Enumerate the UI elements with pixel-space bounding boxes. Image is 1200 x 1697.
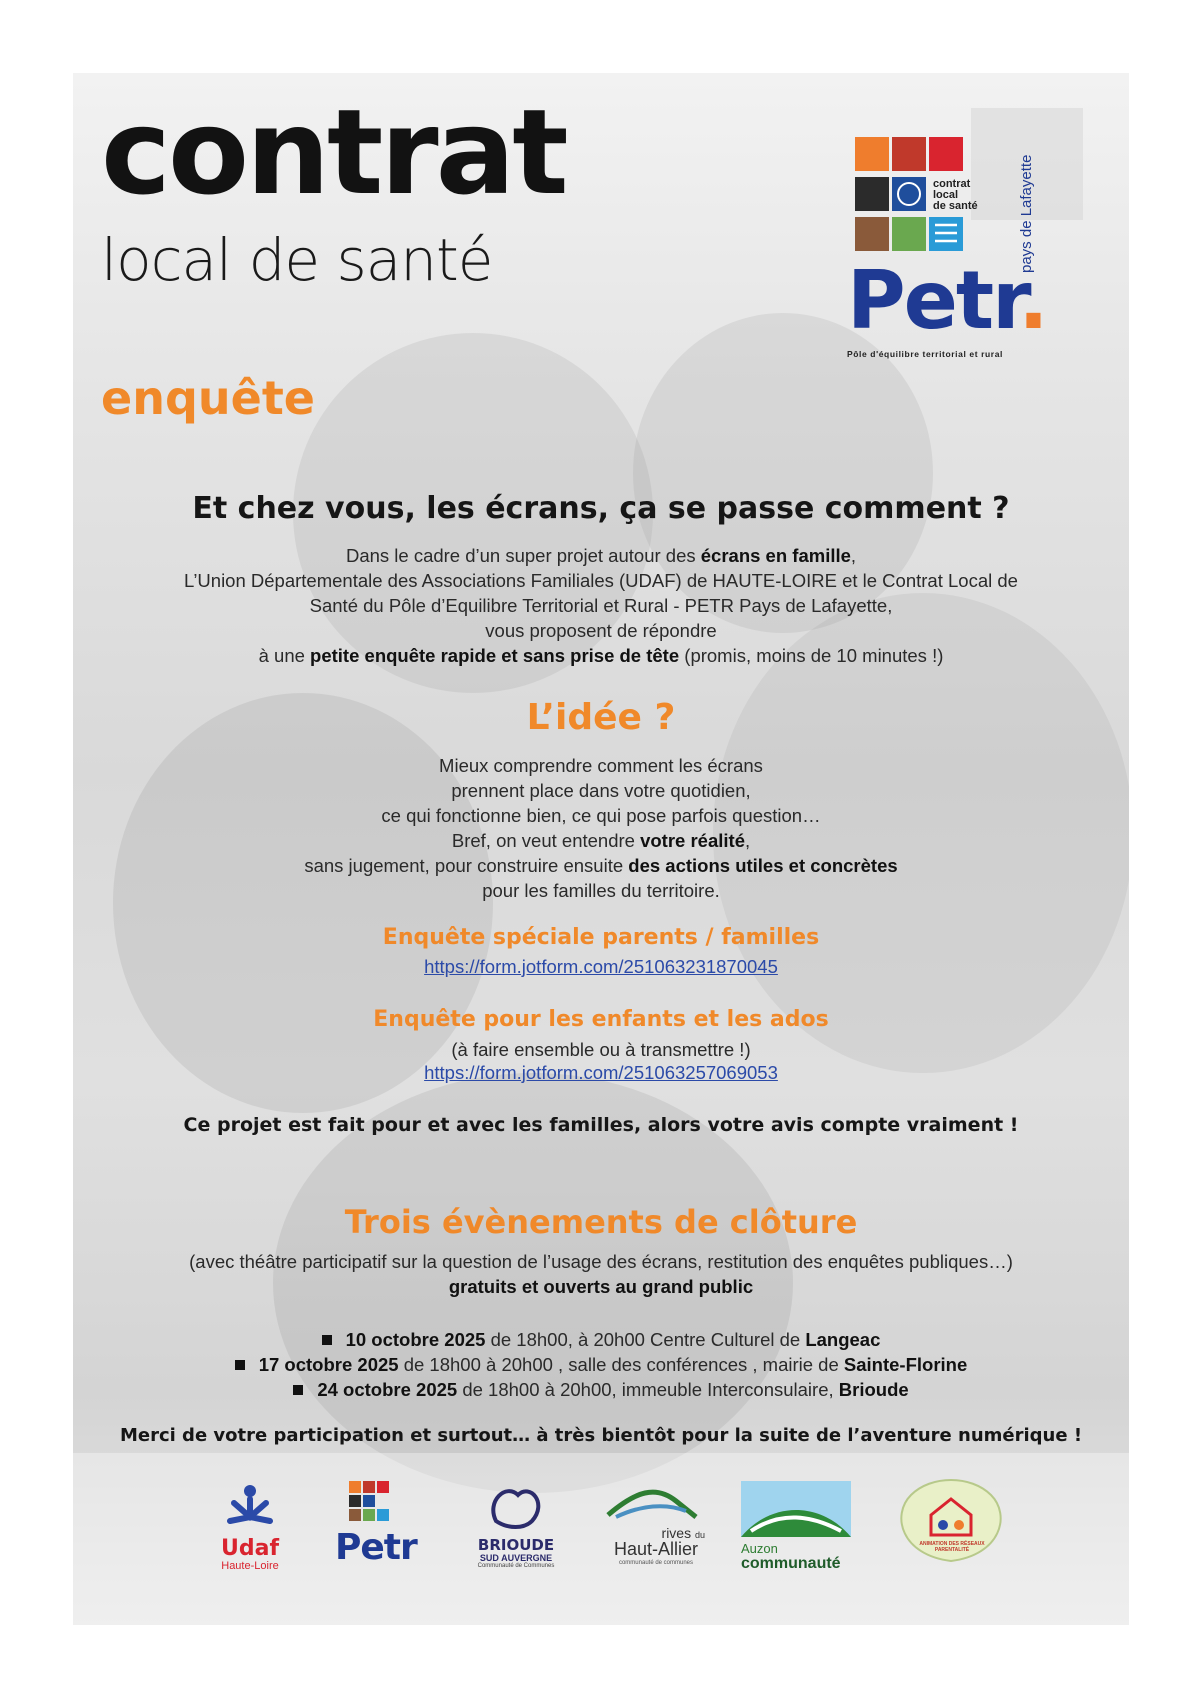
intro-bold: petite enquête rapide et sans prise de tête [310,645,680,666]
idea-line: Mieux comprendre comment les écrans [439,755,763,776]
auzon-logo [741,1481,861,1573]
intro-line [73,543,1129,568]
petr-brand-text: Petr [847,254,1019,347]
bullet-square-icon [293,1385,303,1395]
brioude-name: BRIOUDE [477,1536,555,1554]
petr-small-icon [331,1481,391,1525]
thanks-line: Merci de votre participation et surtout… à très bientôt pour la suite de l’aventure numérique ! [119,1425,1083,1446]
rives-name: Haut-Allier [613,1539,699,1559]
idea-line [73,828,1129,853]
events-note-bold-row [73,1274,1129,1299]
idea-line: prennent place dans votre quotidien, [451,780,751,801]
bullet-square-icon [322,1335,332,1345]
logo-line: contrat [933,178,971,190]
event-date: 24 octobre 2025 [317,1379,458,1400]
event-item [73,1327,1129,1352]
idea-line: pour les familles du territoire. [482,880,720,901]
survey-parents-link-row [73,956,1129,978]
idea-line [73,853,1129,878]
enquete-tag: enquête [101,371,316,425]
idea-bold: votre réalité [640,830,745,851]
event-place: Sainte-Florine [843,1354,968,1375]
intro-line: Santé du Pôle d’Equilibre Territorial et Rural - PETR Pays de Lafayette, [309,595,893,616]
intro-text: à une [258,645,311,666]
auzon-name: communauté [741,1555,841,1572]
survey-kids-note: (à faire ensemble ou à transmettre !) [451,1039,751,1060]
event-date: 17 octobre 2025 [258,1354,399,1375]
intro-line: L’Union Départementale des Associations Familiales (UDAF) de HAUTE-LOIRE et le Contrat Local de [184,570,1018,591]
udaf-icon [220,1481,280,1533]
petr-logo [843,103,1103,373]
brioude-caption: Communauté de Communes [477,1563,555,1569]
event-item [73,1377,1129,1402]
bullet-square-icon [235,1360,245,1370]
event-place: Brioude [838,1379,909,1400]
poster-subtitle: local de santé [101,226,493,294]
rives-top: rives [661,1525,692,1541]
idea-text: Bref, on veut entendre [451,830,641,851]
survey-kids-heading: Enquête pour les enfants et les ados [373,1007,829,1032]
petr-small-name: Petr [335,1527,417,1568]
petr-logo-small-text [933,179,978,212]
rives-icon [606,1481,706,1521]
main-question: Et chez vous, les écrans, ça se passe comment ? [192,491,1010,526]
idea-line: ce qui fonctionne bien, ce qui pose parfois question… [381,805,821,826]
event-item [73,1352,1129,1377]
events-list [73,1327,1129,1402]
survey-parents-link[interactable]: https://form.jotform.com/251063231870045 [424,956,778,977]
intro-line [73,643,1129,668]
survey-kids-link[interactable]: https://form.jotform.com/251063257069053 [424,1062,778,1083]
intro-text: (promis, moins de 10 minutes !) [679,645,944,666]
reseau-logo [891,1475,1011,1570]
event-detail: de 18h00 à 20h00, immeuble Interconsulaire, [457,1379,839,1400]
brioude-sub: SUD AUVERGNE [479,1553,553,1563]
petr-brand [847,254,1047,347]
intro-text: , [850,545,857,566]
events-note: (avec théâtre participatif sur la question de l’usage des écrans, restitution des enquêtes publiques…) [189,1251,1013,1272]
partner-logos [73,1481,1129,1621]
logo-line: local [933,189,959,201]
vertical-text-box [1018,133,1038,273]
event-detail: de 18h00, à 20h00 Centre Culturel de [485,1329,806,1350]
event-detail: de 18h00 à 20h00 , salle des conférences , mairie de [398,1354,844,1375]
events-note-bold: gratuits et ouverts au grand public [448,1276,754,1297]
intro-paragraph [73,543,1129,668]
intro-bold: écrans en famille [700,545,851,566]
survey-kids-link-row [73,1062,1129,1084]
poster-title: contrat [101,83,566,221]
brioude-logo [461,1481,571,1569]
idea-text: , [744,830,751,851]
intro-text: Dans le cadre d’un super projet autour des [345,545,701,566]
udaf-logo [205,1481,295,1572]
udaf-name: Udaf [220,1536,280,1561]
auzon-icon [741,1481,851,1537]
idea-text: sans jugement, pour construire ensuite [304,855,629,876]
petr-brand-dot: . [1018,254,1047,347]
idea-bold: des actions utiles et concrètes [628,855,898,876]
families-line: Ce projet est fait pour et avec les familles, alors votre avis compte vraiment ! [183,1114,1019,1136]
brioude-icon [486,1481,546,1533]
petr-small-logo [331,1481,441,1566]
petr-vertical-text: pays de Lafayette [1018,154,1035,273]
event-place: Langeac [805,1329,881,1350]
event-date: 10 octobre 2025 [345,1329,486,1350]
intro-line: vous proposent de répondre [485,620,717,641]
rives-du: du [694,1530,705,1540]
idea-paragraph [73,753,1129,903]
logo-line: de santé [933,200,978,212]
petr-caption: Pôle d'équilibre territorial et rural [847,349,1004,359]
udaf-sub: Haute-Loire [221,1560,279,1572]
rives-logo [601,1481,711,1566]
reseau-caption: ANIMATION DES RÉSEAUX PARENTALITÉ [919,1541,985,1553]
events-heading: Trois évènements de clôture [344,1203,858,1241]
survey-parents-heading: Enquête spéciale parents / familles [382,925,820,950]
idea-heading: L’idée ? [526,697,676,738]
poster [73,73,1129,1625]
rives-caption: communauté de communes [618,1559,694,1566]
auzon-top: Auzon [741,1541,778,1556]
